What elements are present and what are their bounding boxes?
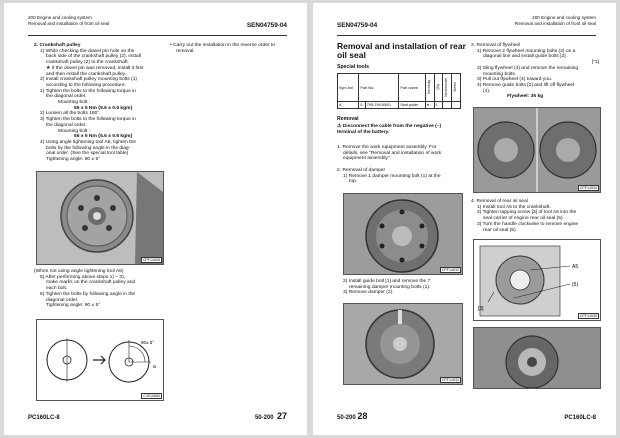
header-section: 200 Engine and cooling system <box>532 15 596 20</box>
text-line: 2) Loosen all the bolts 180°. <box>40 111 101 117</box>
figure-code: CPF14533 <box>441 378 459 382</box>
damper-photo-graphic <box>344 194 462 274</box>
text-line: 2) Install crankshaft pulley mounting bolts (1) <box>40 77 138 83</box>
text-line: details, see "Removal and installation of work <box>343 150 442 156</box>
figure-code: CPF14528 <box>142 258 160 262</box>
text-line: the diagonal order. <box>46 94 87 100</box>
text-line: [*1] <box>591 60 599 66</box>
text-line: equipment assembly". <box>343 156 391 162</box>
text-line: 5) After performing above steps 1) – 3), <box>40 274 126 280</box>
text-line: 4) Using angle tightening tool A6, tighten the <box>40 139 136 145</box>
removal-heading: Removal <box>337 116 359 122</box>
text-line: (4). <box>483 88 491 94</box>
right-page <box>313 3 616 435</box>
text-line: diagonal order. <box>46 297 79 303</box>
text-line: 1) Tighten the bolts to the following torque in <box>40 88 136 94</box>
section-title: Removal and installation of rear oil seal <box>337 41 466 60</box>
text-line: diagonal line and install guide bolts [2]. <box>483 54 568 60</box>
guide-bolt-photo-graphic <box>344 304 462 384</box>
text-line: Tightening angle: 90 ± 5° <box>46 303 101 309</box>
table-cell: 5 <box>359 102 365 109</box>
text-line: seal carrier of engine rear oil seal (5). <box>483 216 565 222</box>
text-line: 4) Remove guide bolts [2] and lift off flywheel <box>477 82 575 88</box>
table-cell: A <box>338 102 359 109</box>
table-header: Sym-bol <box>338 74 359 102</box>
tool-label: A5 <box>572 264 579 270</box>
rear-seal-photo <box>473 327 601 389</box>
text-line: 4. Removal of rear oil seal <box>471 199 528 204</box>
left-page <box>4 3 307 435</box>
page-header <box>28 15 287 36</box>
warning-icon: ⚠ <box>337 124 343 129</box>
pulley-photo-graphic <box>37 172 163 264</box>
warning-text: ⚠ Disconnect the cable from the negative (–) terminal of the battery. <box>337 124 442 135</box>
flywheel-photo-graphic <box>474 108 600 192</box>
page-number: 50-200 28 <box>337 411 368 421</box>
mark-label: a <box>153 364 156 370</box>
text-line: rear oil seal (5). <box>483 227 517 233</box>
angle-diagram-graphic <box>37 320 163 400</box>
text-line: according to the following procedure. <box>46 82 126 88</box>
text-line: mounting bolts. <box>483 71 517 77</box>
text-line: Mounting bolt : <box>58 128 91 134</box>
page-footer <box>28 410 287 421</box>
table-cell: 795-799-6500 <box>365 102 399 109</box>
text-line: 3) Pull out flywheel (4) toward you. <box>477 77 553 83</box>
table-cell: Seal puller <box>399 102 425 109</box>
table-header: Part No. <box>359 74 399 102</box>
text-line: 1. Remove the work equipment assembly. For <box>337 145 437 150</box>
page-footer <box>337 410 596 421</box>
model-number: PC160LC-8 <box>28 415 60 421</box>
angle-label: 90± 5° <box>141 340 155 345</box>
table-header: Sketch <box>453 82 458 92</box>
text-line: 2) Install guide bolt [1] and remove the 7 <box>343 279 431 284</box>
table-header: Part name <box>399 74 425 102</box>
damper-photo <box>343 193 463 275</box>
text-line: onal order. (See the special tool table) <box>46 151 129 157</box>
text-line: 2. Removal of damper <box>337 167 386 173</box>
angle-diagram <box>36 319 164 401</box>
header-section: 200 Engine and cooling system <box>28 15 92 20</box>
figure-code: CJE10684 <box>143 394 160 398</box>
table-cell <box>443 102 452 109</box>
header-subsection: Removal and installation of front oil seal <box>28 20 110 26</box>
doc-number: SEN04759-04 <box>337 22 378 29</box>
text-line: Tightening angle: 90 ± 5° <box>46 157 101 163</box>
page-header <box>337 15 596 36</box>
guide-bolt-photo <box>343 303 463 385</box>
text-line: 1) Install tool A5 to the crankshaft. <box>477 204 551 210</box>
figure-code: CPF14535 <box>579 314 597 318</box>
torque-value: 55 ± 5 Nm {5.6 ± 0.5 kgm} <box>74 105 133 111</box>
procedure-text-col1 <box>337 145 461 185</box>
table-cell: ● <box>425 102 434 109</box>
screw-label: [3] <box>478 306 484 312</box>
text-line: 3) Tighten the bolts to the following torque in <box>40 117 136 123</box>
procedure-text-col2 <box>170 43 290 54</box>
part-label: (5) <box>572 282 579 288</box>
flywheel-photo <box>473 107 601 193</box>
text-line: 3) Turn the handle clockwise to remove engine <box>477 221 579 227</box>
special-tools-table <box>337 73 461 109</box>
seal-puller-graphic <box>474 240 600 320</box>
text-line: bolts by the following angle in the diag- <box>46 145 131 151</box>
text-line: 1) Remove 2 flywheel mounting bolts (3) on a <box>477 48 576 54</box>
text-line: top. <box>349 179 358 185</box>
text-line: make marks on the crankshaft pulley and <box>46 280 136 286</box>
procedure-text-col2 <box>471 43 599 100</box>
special-tools-heading: Special tools <box>337 64 369 70</box>
figure-code: CPF14534 <box>579 186 597 190</box>
header-subsection: Removal and installation of front oil seal <box>514 20 596 26</box>
rear-seal-photo-graphic <box>474 328 600 388</box>
procedure-text-col1 <box>34 43 162 163</box>
text-line: 6) Tighten the bolts by following angle in the <box>40 291 136 297</box>
table-header: Necessity <box>426 80 431 94</box>
text-line: and then install the crankshaft pulley. <box>46 71 127 77</box>
text-line: back side of the crankshaft pulley (2), install <box>46 54 141 60</box>
text-line: 1) Remove 1 damper mounting bolt (1) at the <box>343 173 441 179</box>
procedure-text-col2b <box>471 199 599 233</box>
text-line: 1) While checking the dowel pin hole on the <box>40 48 135 54</box>
table-cell <box>452 102 461 109</box>
text-line: 2) Tighten tapping screw [3] of tool A5 into the <box>477 210 577 216</box>
table-header: Q'ty <box>435 84 440 90</box>
table-cell: 1 <box>434 102 443 109</box>
weight-value: Flywheel: 35 kg <box>507 94 544 100</box>
figure-code: CPF14532 <box>441 268 459 272</box>
procedure-text-col1b <box>337 279 461 296</box>
text-line: Mounting bolt : <box>58 100 91 106</box>
text-line: • Carry out the installation in the reverse order to <box>170 43 276 48</box>
text-line: the diagonal order. <box>46 122 87 128</box>
table-header: New/remodel <box>444 77 449 97</box>
text-line: (When not using angle tightening tool A6) <box>34 269 124 274</box>
crankshaft-pulley-photo <box>36 171 164 265</box>
text-line: remaining damper mounting bolts (1). <box>349 284 431 290</box>
text-line: 2. Crankshaft pulley <box>34 43 81 48</box>
model-number: PC160LC-8 <box>564 415 596 421</box>
text-line: ★ If the dowel pin was removed, install it first <box>46 65 144 71</box>
text-line: 2) Sling flywheel (4) and remove the remaining <box>477 65 579 71</box>
seal-puller-diagram <box>473 239 601 321</box>
page-number: 50-200 27 <box>254 411 287 421</box>
doc-number: SEN04759-04 <box>246 22 287 29</box>
text-line: 3. Removal of flywheel <box>471 43 521 48</box>
text-line: each bolt. <box>46 286 68 292</box>
text-line: 3) Remove damper (2). <box>343 290 394 296</box>
procedure-text-col1b <box>34 269 162 309</box>
text-line: removal. <box>176 48 195 54</box>
text-line: crankshaft pulley (2) to the crankshaft. <box>46 60 129 66</box>
torque-value: 55 ± 5 Nm {5.6 ± 0.5 kgm} <box>74 134 133 140</box>
